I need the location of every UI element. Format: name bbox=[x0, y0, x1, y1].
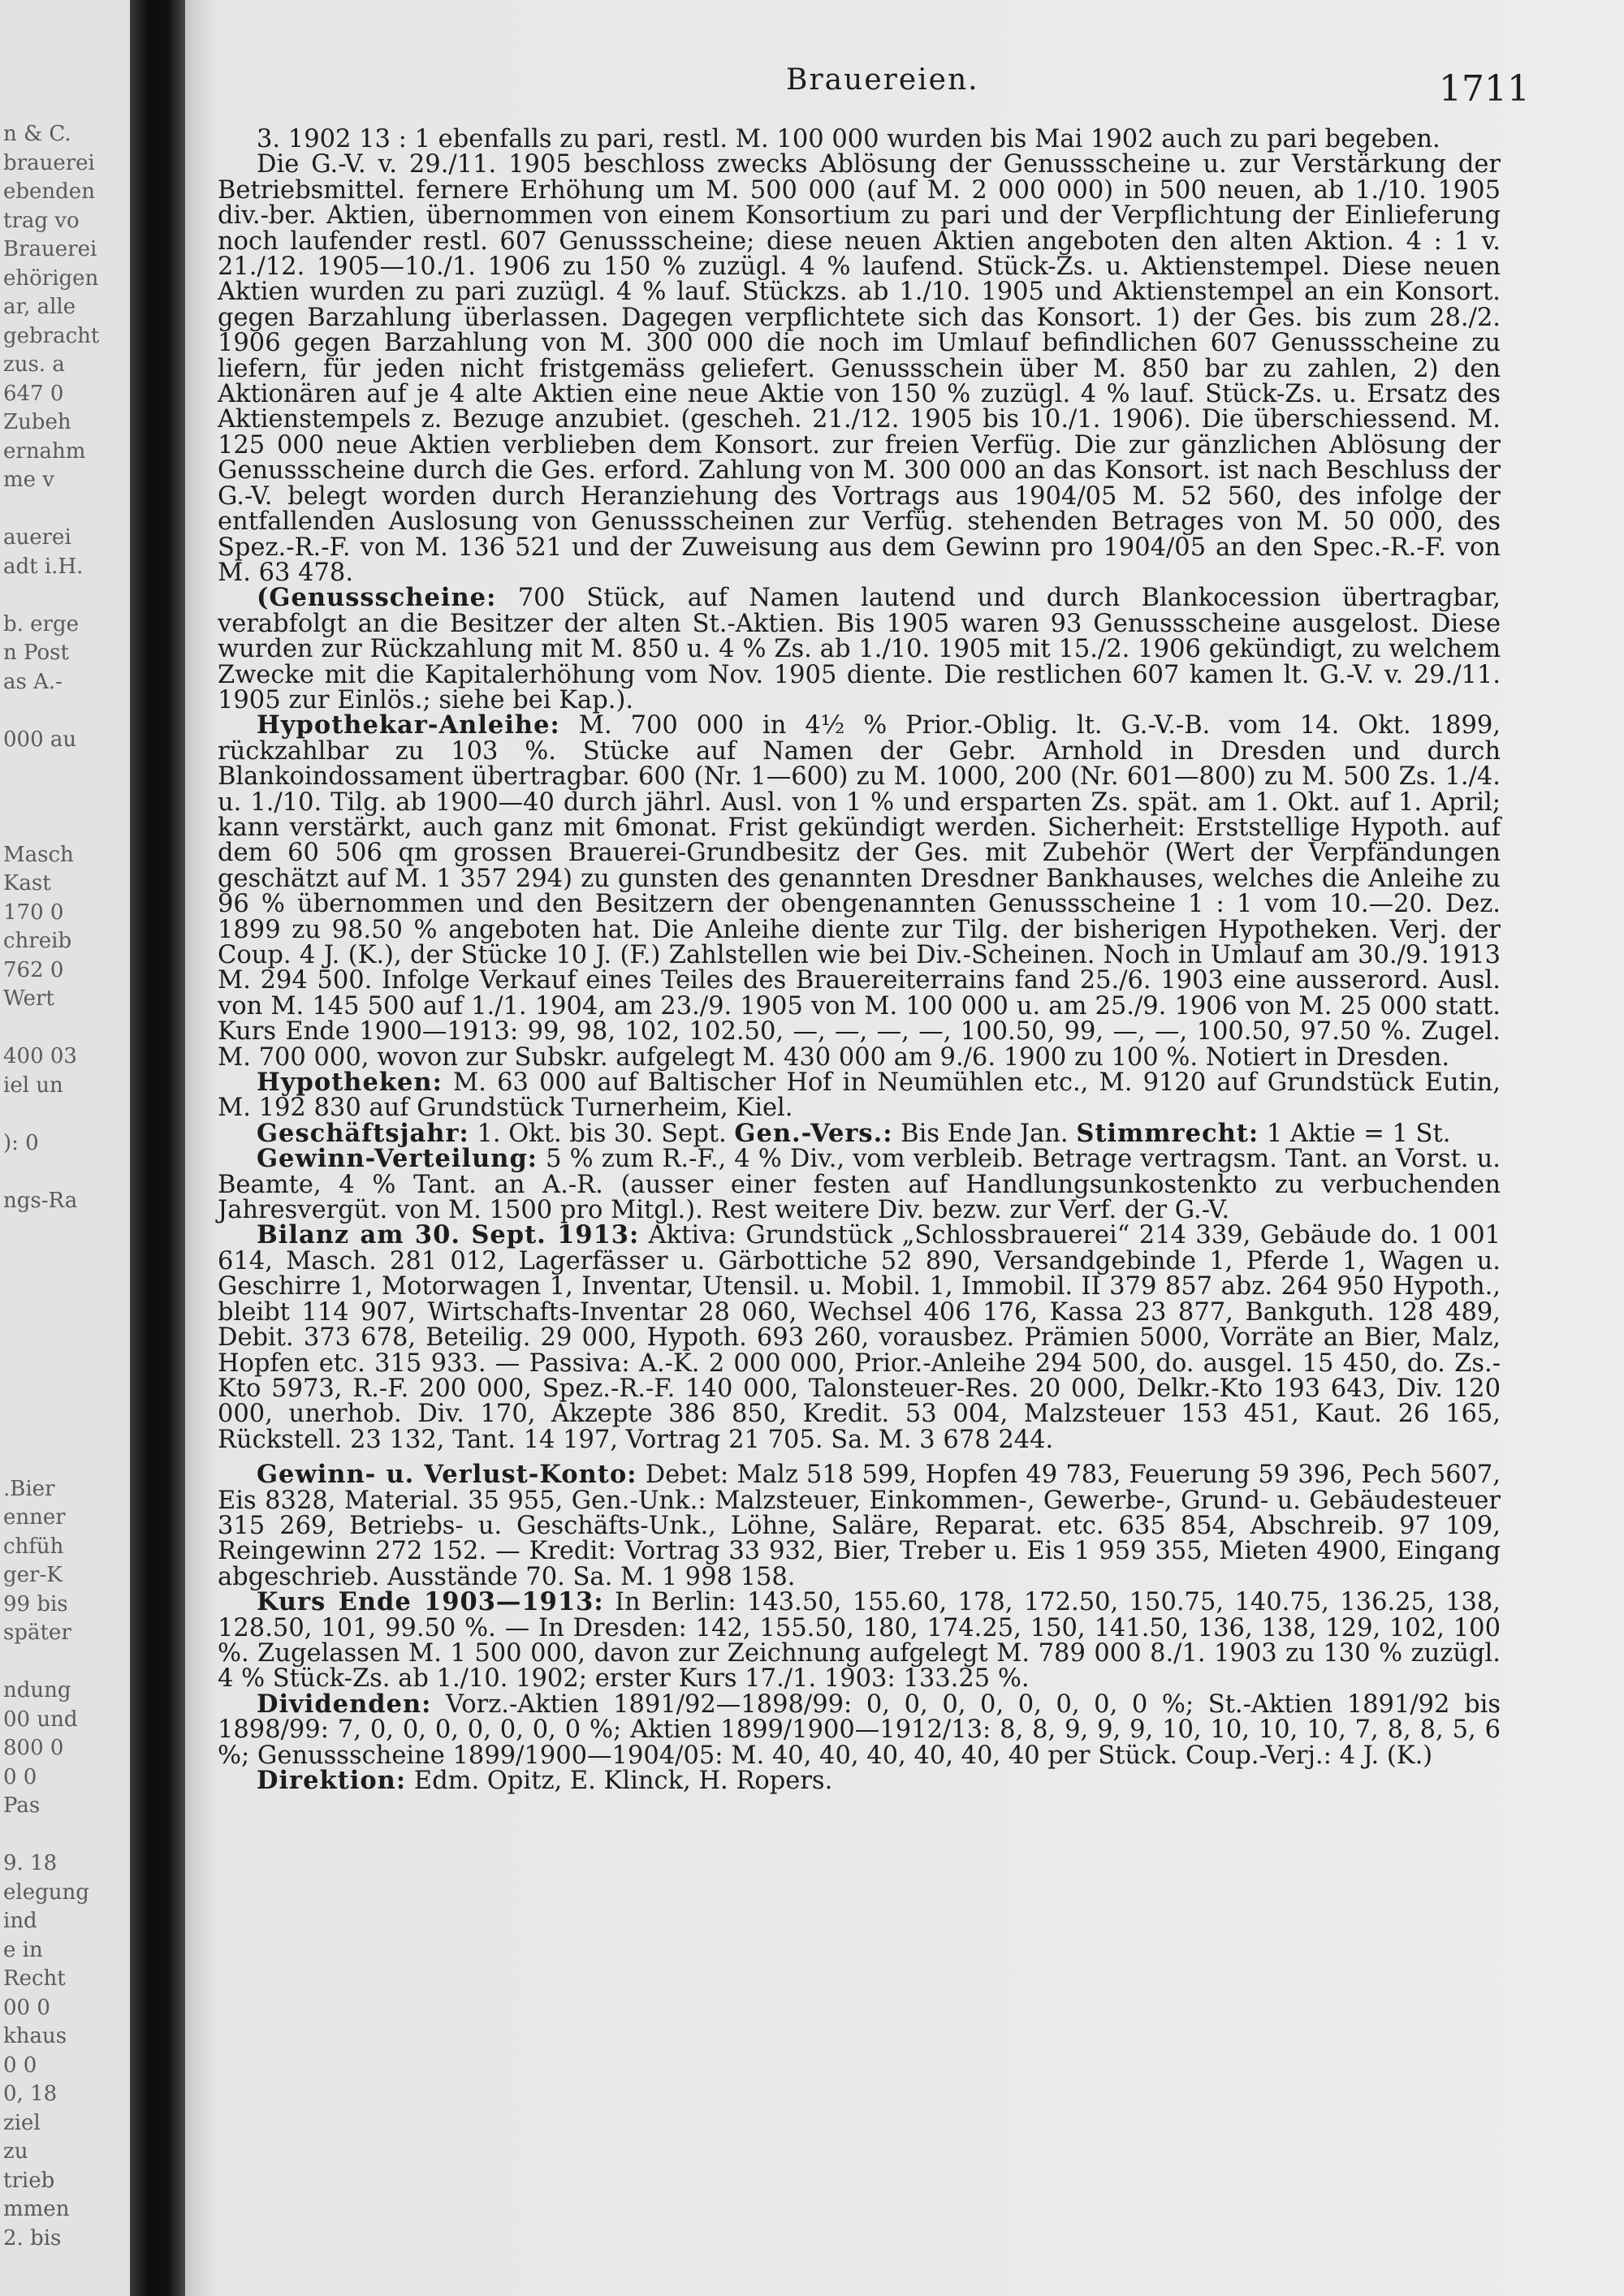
page-number: 1711 bbox=[1439, 68, 1530, 110]
left-margin-fragment: ehörigen bbox=[3, 265, 99, 291]
left-margin-fragment: zu bbox=[3, 2139, 28, 2164]
left-margin-fragment: elegung bbox=[3, 1880, 89, 1905]
left-margin-fragment: khaus bbox=[3, 2024, 67, 2048]
section-direktion bbox=[218, 1768, 1501, 1793]
section-label: Dividenden: bbox=[257, 1689, 432, 1719]
section-text: 1. Okt. bis 30. Sept. bbox=[469, 1119, 735, 1148]
left-margin-fragment: Pas bbox=[3, 1793, 41, 1818]
section-label: Hypotheken: bbox=[257, 1068, 443, 1098]
left-margin-fragment: chfüh bbox=[3, 1534, 64, 1559]
section-text: Debet: Malz 518 599, Hopfen 49 783, Feuerung 59 396, Pech 5607, Eis 8328, Material. 35 955, Gen.-Unk.: Malzsteuer, Einkommen-, Gewerbe-, Grund- u. Gebäudesteuer 315 269, Betriebs- u. Geschäfts-Unk., Löhne, Saläre, Reparat. etc. 635 854, Abschreib. 97 109, Reingewinn 272 152. — Kredit: Vortrag 33 932, Bier, Treber u. Eis 1 959 355, Mieten 4900, Eingang abgeschrieb. Ausstände 70. Sa. M. 1 998 158. bbox=[218, 1461, 1501, 1591]
section-label: Direktion: bbox=[257, 1766, 407, 1795]
page-header-title: Brauereien. bbox=[786, 63, 979, 97]
section-text: M. 63 000 auf Baltischer Hof in Neumühlen etc., M. 9120 auf Grundstück Eutin, M. 192 830 auf Grundstück Turnerheim, Kiel. bbox=[218, 1068, 1501, 1123]
left-margin-fragment: ): 0 bbox=[3, 1130, 39, 1155]
left-margin-fragment: ar, alle bbox=[3, 295, 76, 319]
left-margin-fragment: zus. a bbox=[3, 352, 65, 377]
left-margin-fragment: 0, 18 bbox=[3, 2082, 58, 2106]
section-label: Hypothekar-Anleihe: bbox=[257, 710, 560, 740]
left-margin-fragment: 762 0 bbox=[3, 957, 64, 982]
left-margin-fragment: enner bbox=[3, 1505, 66, 1530]
left-margin-fragment: n Post bbox=[3, 641, 69, 665]
left-margin-fragment: Zubeh bbox=[3, 410, 71, 434]
left-margin-fragment: ziel bbox=[3, 2110, 41, 2135]
left-margin-fragment: Masch bbox=[3, 842, 74, 867]
left-margin-fragment: mmen bbox=[3, 2197, 70, 2221]
left-margin-fragment: ind bbox=[3, 1909, 37, 1933]
section-text: 1 Aktie = 1 St. bbox=[1259, 1119, 1451, 1148]
section-label: Bilanz am 30. Sept. 1913: bbox=[257, 1220, 640, 1250]
section-text: Vorz.-Aktien 1891/92—1898/99: 0, 0, 0, 0, 0, 0, 0, 0 %; St.-Aktien 1891/92 bis 1898/99: 7, 0, 0, 0, 0, 0, 0, 0 %; Aktien 1899/1900—1912/13: 8, 8, 9, 9, 9, 10, 10, 10, 10, 7, 8, 8, 5, 6 %; Genussscheine 1899/1900—1904/05: M. 40, 40, 40, 40, 40, 40 per Stück. Coup.-Verj.: 4 J. (K.) bbox=[218, 1690, 1501, 1770]
section-genussscheine bbox=[218, 585, 1501, 713]
section-text: 700 Stück, auf Namen lautend und durch Blankocession übertragbar, verabfolgt an die Besitzer der alten St.-Aktien. Bis 1905 waren 93 Genussscheine ausgelost. Diese wurden zur Rückzahlung mit M. 850 u. 4 % Zs. ab 1./10. 1905 mit 15./2. 1906 gekündigt, zu welchem Zwecke mit die Kapitalerhöhung vom Nov. 1905 diente. Die restlichen 607 kamen lt. G.-V. v. 29./11. 1905 zur Einlös.; siehe bei Kap.). bbox=[218, 584, 1501, 714]
left-margin-fragment: iel un bbox=[3, 1072, 63, 1098]
section-gewinn-verlust bbox=[218, 1462, 1501, 1590]
left-margin-fragment: n & C. bbox=[3, 122, 71, 146]
section-dividenden bbox=[218, 1689, 1501, 1770]
section-gewinn-verteilung bbox=[218, 1146, 1501, 1223]
section-label: Geschäftsjahr: bbox=[257, 1118, 469, 1148]
left-margin-fragment: Wert bbox=[3, 986, 54, 1011]
section-label-stimmrecht: Stimmrecht: bbox=[1076, 1118, 1259, 1148]
section-hypotheken bbox=[218, 1070, 1501, 1121]
left-margin-fragment: Brauerei bbox=[3, 237, 97, 261]
document-body bbox=[218, 127, 1501, 1793]
left-margin-fragment: ernahm bbox=[3, 438, 86, 464]
left-margin-fragment: 00 und bbox=[3, 1707, 78, 1732]
section-text: M. 700 000 in 4½ % Prior.-Oblig. lt. G.-V.-B. vom 14. Okt. 1899, rückzahlbar zu 103 %. Stücke auf Namen der Gebr. Arnhold in Dresden und durch Blankoindossament übertragbar. 600 (Nr. 1—600) zu M. 1000, 200 (Nr. 601—800) zu M. 500 Zs. 1./4. u. 1./10. Tilg. ab 1900—40 durch jährl. Ausl. von 1 % und ersparten Zs. spät. am 1. Okt. auf 1. April; kann verstärkt, auch ganz mit 6monat. Frist gekündigt werden. Sicherheit: Erststellige Hypoth. auf dem 60 506 qm grossen Brauerei-Grundbesitz der Ges. mit Zubehör (Wert der Verpfändungen geschätzt auf M. 1 357 294) zu gunsten des genannten Dresdner Bankhauses, welches die Anleihe zu 96 % übernommen und den Besitzern der obengenannten Genussscheine 1 : 1 vom 10.—20. Dez. 1899 zu 98.50 % angeboten hat. Die Anleihe diente zur Tilg. der bisherigen Hypotheken. Verj. der Coup. 4 J. (K.), der Stücke 10 J. (F.) Zahlstellen wie bei Div.-Scheinen. Noch in Umlauf am 30./9. 1913 M. 294 500. Infolge Verkauf eines Teiles des Brauereiterrains fand 25./6. 1903 eine ausserord. Ausl. von M. 145 500 auf 1./1. 1904, am 23./9. 1905 von M. 100 000 u. am 25./9. 1906 von M. 25 000 statt. Kurs Ende 1900—1913: 99, 98, 102, 102.50, —, —, —, —, 100.50, 99, —, —, 100.50, 97.50 %. Zugel. M. 700 000, wovon zur Subskr. aufgelegt M. 430 000 am 9./6. 1900 zu 100 %. Notiert in Dresden. bbox=[218, 711, 1501, 1072]
left-margin-fragment: gebracht bbox=[3, 323, 100, 348]
section-label: Gewinn- u. Verlust-Konto: bbox=[257, 1460, 637, 1490]
left-margin-fragment: 00 0 bbox=[3, 1995, 50, 2020]
section-text: Bis Ende Jan. bbox=[892, 1119, 1077, 1148]
left-margin-fragment: 9. 18 bbox=[3, 1851, 58, 1875]
left-margin-fragment: me v bbox=[3, 468, 54, 492]
left-margin-fragment: .Bier bbox=[3, 1476, 55, 1501]
left-margin-fragment: trag vo bbox=[3, 208, 80, 233]
left-margin-fragment: 800 0 bbox=[3, 1736, 64, 1760]
section-text: Aktiva: Grundstück „Schlossbrauerei“ 214 339, Gebäude do. 1 001 614, Masch. 281 012, Lagerfässer u. Gärbottiche 52 890, Versandgebinde 1, Pferde 1, Wagen u. Geschirre 1, Motorwagen 1, Inventar, Utensil. u. Mobil. 1, Immobil. II 379 857 abz. 264 950 Hypoth., bleibt 114 907, Wirtschafts-Inventar 28 060, Wechsel 406 176, Kassa 23 877, Bankguth. 128 489, Debit. 373 678, Beteilig. 29 000, Hypoth. 693 260, vorausbez. Prämien 5000, Vorräte an Bier, Malz, Hopfen etc. 315 933. — Passiva: A.-K. 2 000 000, Prior.-Anleihe 294 500, do. ausgel. 15 450, do. Zs.-Kto 5973, R.-F. 200 000, Spez.-R.-F. 140 000, Talonsteuer-Res. 20 000, Delkr.-Kto 193 643, Div. 120 000, unerhob. Div. 170, Akzepte 386 850, Kredit. 53 004, Malzsteuer 153 451, Kaut. 26 165, Rückstell. 23 132, Tant. 14 197, Vortrag 21 705. Sa. M. 3 678 244. bbox=[218, 1221, 1501, 1454]
left-margin-fragment: 170 0 bbox=[3, 900, 64, 925]
left-margin-fragment: chreib bbox=[3, 929, 72, 953]
left-margin-fragment: ger-K bbox=[3, 1563, 63, 1587]
left-margin-fragment: 99 bis bbox=[3, 1591, 68, 1616]
left-margin-fragment: 000 au bbox=[3, 727, 77, 752]
section-label: Kurs Ende 1903—1913: bbox=[257, 1587, 604, 1617]
left-margin-fragment: ebenden bbox=[3, 179, 95, 204]
left-margin-fragment: Kast bbox=[3, 871, 51, 896]
section-text: 5 % zum R.-F., 4 % Div., vom verbleib. Betrage vertragsm. Tant. an Vorst. u. Beamte, 4 % Tant. an A.-R. (ausser einer festen auf Handlungsunkostenkto zu verbuchenden Jahresvergüt. von M. 1500 pro Mitgl.). Rest weitere Div. bezw. zur Verf. der G.-V. bbox=[218, 1145, 1501, 1225]
section-geschaeftsjahr bbox=[218, 1118, 1501, 1148]
left-margin-fragment: 2. bis bbox=[3, 2225, 62, 2251]
left-margin-fragment: 0 0 bbox=[3, 2052, 37, 2078]
left-margin-fragment: ngs-Ra bbox=[3, 1188, 78, 1213]
left-margin-fragment: trieb bbox=[3, 2168, 55, 2193]
left-margin-fragment: später bbox=[3, 1621, 71, 1645]
section-text: In Berlin: 143.50, 155.60, 178, 172.50, 150.75, 140.75, 136.25, 138, 128.50, 101, 99.50 %. — In Dresden: 142, 155.50, 180, 174.25, 150, 141.50, 136, 138, 129, 102, 100 %. Zugelassen M. 1 500 000, davon zur Zeichnung aufgelegt M. 789 000 8./1. 1903 zu 130 % zuzügl. 4 % Stück-Zs. ab 1./10. 1902; erster Kurs 17./1. 1903: 133.25 %. bbox=[218, 1588, 1501, 1694]
left-margin-fragment: 400 03 bbox=[3, 1044, 77, 1068]
section-hypothekar-anleihe bbox=[218, 710, 1501, 1072]
left-margin-fragment: as A.- bbox=[3, 669, 63, 694]
intro-paragraph: 3. 1902 13 : 1 ebenfalls zu pari, restl. M. 100 000 wurden bis Mai 1902 auch zu pari begeben. bbox=[257, 125, 1440, 153]
left-margin-fragment: e in bbox=[3, 1937, 43, 1962]
section-label-gen-vers: Gen.-Vers.: bbox=[734, 1118, 893, 1148]
intro-paragraph: Die G.-V. v. 29./11. 1905 beschloss zwecks Ablösung der Genussscheine u. zur Verstärkung der Betriebsmittel. fernere Erhöhung um M. 500 000 (auf M. 2 000 000) in 500 neuen, ab 1./10. 1905 div.-ber. Aktien, übernommen von einem Konsortium zu pari und der Verpflichtung der Einlieferung noch laufender restl. 607 Genussscheine; diese neuen Aktien angeboten den alten Aktion. 4 : 1 v. 21./12. 1905—10./1. 1906 zu 150 % zuzügl. 4 % laufend. Stück-Zs. u. Aktienstempel. Diese neuen Aktien wurden zu pari zuzügl. 4 % lauf. Stückzs. ab 1./10. 1905 und Aktienstempel an ein Konsort. gegen Barzahlung überlassen. Dagegen verpflichtete sich das Konsort. 1) der Ges. bis zum 28./2. 1906 gegen Barzahlung von M. 300 000 die noch im Umlauf befindlichen 607 Genussscheine zu liefern, für jeden nicht fristgemäss geliefert. Genussschein über M. 850 bar zu zahlen, 2) den Aktionären auf je 4 alte Aktien eine neue Aktie von 150 % zuzügl. 4 % lauf. Stück-Zs. u. Ersatz des Aktienstempels z. Bezuge anzubiet. (gescheh. 21./12. 1905 bis 10./1. 1906). Die überschiessend. M. 125 000 neue Aktien verblieben dem Konsort. zur freien Verfüg. Die zur gänzlichen Ablösung der Genussscheine durch die Ges. erford. Zahlung von M. 300 000 an das Konsort. ist nach Beschluss der G.-V. belegt worden durch Heranziehung des Vortrags aus 1904/05 M. 52 560, des infolge der entfallenden Auslosung von Genussscheinen zur Verfüg. stehenden Betrages von M. 50 000, des Spez.-R.-F. von M. 136 521 und der Zuweisung aus dem Gewinn pro 1904/05 an den Spec.-R.-F. von M. 63 478. bbox=[218, 150, 1501, 587]
left-margin-fragment: 647 0 bbox=[3, 381, 64, 406]
left-margin-fragment: Recht bbox=[3, 1966, 66, 1991]
left-margin-fragment: 0 0 bbox=[3, 1764, 37, 1789]
section-label: (Genussscheine: bbox=[257, 583, 497, 613]
section-text: Edm. Opitz, E. Klinck, H. Ropers. bbox=[406, 1767, 833, 1795]
left-margin-fragment: adt i.H. bbox=[3, 554, 84, 579]
section-kurs bbox=[218, 1587, 1501, 1694]
left-margin-fragment: auerei bbox=[3, 525, 71, 550]
section-label: Gewinn-Verteilung: bbox=[257, 1144, 538, 1174]
left-margin-fragment: brauerei bbox=[3, 150, 95, 175]
book-spine bbox=[130, 0, 185, 2296]
section-bilanz bbox=[218, 1220, 1501, 1454]
left-margin-fragment: b. erge bbox=[3, 611, 80, 637]
left-margin-fragment: ndung bbox=[3, 1678, 71, 1703]
left-page-margin bbox=[0, 0, 130, 2296]
